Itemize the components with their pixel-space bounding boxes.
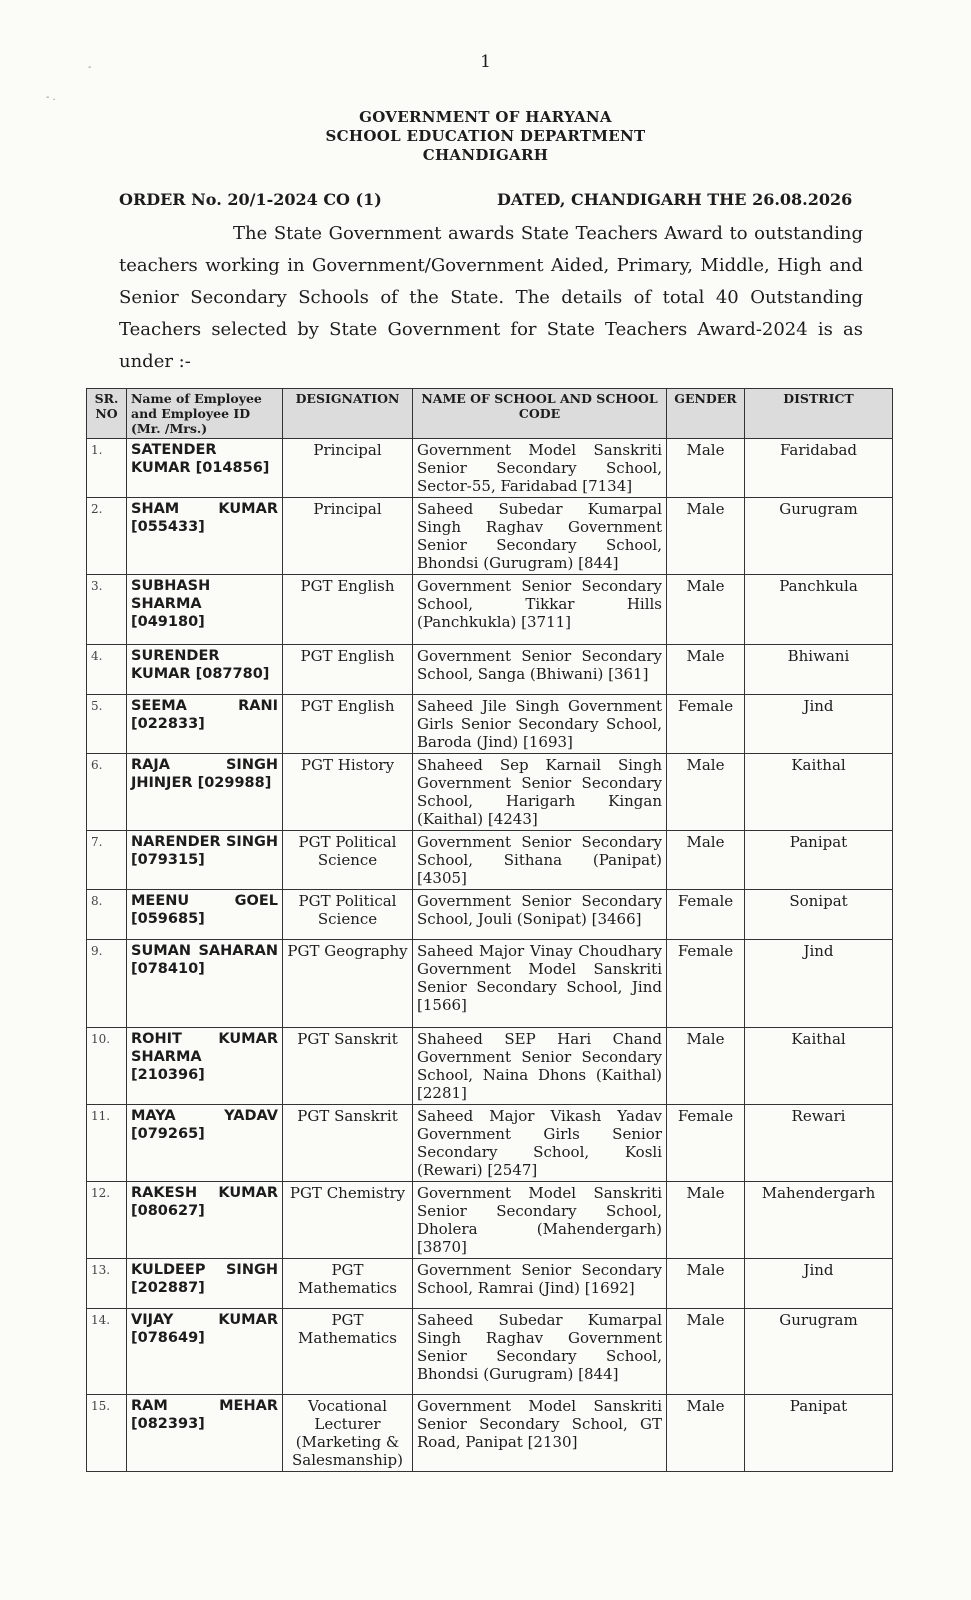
gender-cell: Female [667, 695, 745, 754]
district-cell: Kaithal [745, 754, 893, 831]
designation-cell: Principal [283, 439, 413, 498]
table-header-row [87, 389, 893, 439]
employee-name-cell: VIJAY KUMAR [078649] [127, 1309, 283, 1395]
header-designation: DESIGNATION [283, 389, 413, 439]
school-cell: Government Senior Secondary School, Sithana (Panipat) [4305] [413, 831, 667, 890]
designation-cell: PGT Mathematics [283, 1259, 413, 1309]
district-cell: Sonipat [745, 890, 893, 940]
table-row [87, 1105, 893, 1182]
table-row [87, 1309, 893, 1395]
school-cell: Government Senior Secondary School, Ramrai (Jind) [1692] [413, 1259, 667, 1309]
designation-cell: PGT History [283, 754, 413, 831]
school-cell: Government Model Sanskriti Senior Secondary School, GT Road, Panipat [2130] [413, 1395, 667, 1472]
employee-name-cell: ROHIT KUMAR SHARMA [210396] [127, 1028, 283, 1105]
school-cell: Government Model Sanskriti Senior Secondary School, Dholera (Mahendergarh) [3870] [413, 1182, 667, 1259]
gender-cell: Male [667, 439, 745, 498]
district-cell: Panchkula [745, 575, 893, 645]
header-employee-name: Name of Employee and Employee ID (Mr. /Mrs.) [127, 389, 283, 439]
gender-cell: Male [667, 1182, 745, 1259]
employee-name-cell: SATENDER KUMAR [014856] [127, 439, 283, 498]
gender-cell: Male [667, 645, 745, 695]
header-department: SCHOOL EDUCATION DEPARTMENT [325, 127, 646, 145]
table-row [87, 831, 893, 890]
table-row [87, 1259, 893, 1309]
sr-no-cell: 14. [87, 1309, 127, 1395]
school-cell: Government Senior Secondary School, Sanga (Bhiwani) [361] [413, 645, 667, 695]
school-cell: Shaheed SEP Hari Chand Government Senior Secondary School, Naina Dhons (Kaithal) [2281] [413, 1028, 667, 1105]
scan-speck: - . [46, 92, 56, 103]
designation-cell: Principal [283, 498, 413, 575]
designation-cell: PGT English [283, 695, 413, 754]
employee-name-cell: SUBHASH SHARMA [049180] [127, 575, 283, 645]
sr-no-cell: 11. [87, 1105, 127, 1182]
gender-cell: Male [667, 575, 745, 645]
document-header [0, 108, 971, 165]
table-row [87, 1182, 893, 1259]
employee-name-cell: MEENU GOEL [059685] [127, 890, 283, 940]
table-row [87, 940, 893, 1028]
intro-paragraph: The State Government awards State Teachers Award to outstanding teachers working in Government/Government Aided, Primary, Middle, High and Senior Secondary Schools of the State. The details of total 40 Outstanding Teachers selected by State Government for State Teachers Award-2024 is as under :- [119, 223, 863, 372]
district-cell: Rewari [745, 1105, 893, 1182]
district-cell: Panipat [745, 1395, 893, 1472]
district-cell: Panipat [745, 831, 893, 890]
sr-no-cell: 15. [87, 1395, 127, 1472]
sr-no-cell: 6. [87, 754, 127, 831]
employee-name-cell: SHAM KUMAR [055433] [127, 498, 283, 575]
designation-cell: PGT Chemistry [283, 1182, 413, 1259]
sr-no-cell: 2. [87, 498, 127, 575]
designation-cell: PGT Sanskrit [283, 1105, 413, 1182]
header-gender: GENDER [667, 389, 745, 439]
sr-no-cell: 10. [87, 1028, 127, 1105]
employee-name-cell: SURENDER KUMAR [087780] [127, 645, 283, 695]
header-city: CHANDIGARH [422, 146, 549, 164]
designation-cell: PGT Mathematics [283, 1309, 413, 1395]
employee-name-cell: KULDEEP SINGH [202887] [127, 1259, 283, 1309]
employee-name-cell: SEEMA RANI [022833] [127, 695, 283, 754]
sr-no-cell: 4. [87, 645, 127, 695]
gender-cell: Male [667, 1259, 745, 1309]
header-school: NAME OF SCHOOL AND SCHOOL CODE [413, 389, 667, 439]
district-cell: Bhiwani [745, 645, 893, 695]
sr-no-cell: 12. [87, 1182, 127, 1259]
school-cell: Saheed Subedar Kumarpal Singh Raghav Government Senior Secondary School, Bhondsi (Gurugram) [844] [413, 498, 667, 575]
sr-no-cell: 7. [87, 831, 127, 890]
employee-name-cell: MAYA YADAV [079265] [127, 1105, 283, 1182]
table-row [87, 890, 893, 940]
school-cell: Government Senior Secondary School, Jouli (Sonipat) [3466] [413, 890, 667, 940]
school-cell: Government Senior Secondary School, Tikkar Hills (Panchkukla) [3711] [413, 575, 667, 645]
header-district: DISTRICT [745, 389, 893, 439]
school-cell: Saheed Jile Singh Government Girls Senior Secondary School, Baroda (Jind) [1693] [413, 695, 667, 754]
designation-cell: PGT Political Science [283, 890, 413, 940]
header-government: GOVERNMENT OF HARYANA [359, 108, 612, 126]
designation-cell: PGT Sanskrit [283, 1028, 413, 1105]
sr-no-cell: 3. [87, 575, 127, 645]
gender-cell: Male [667, 754, 745, 831]
table-row [87, 754, 893, 831]
sr-no-cell: 1. [87, 439, 127, 498]
school-cell: Saheed Subedar Kumarpal Singh Raghav Government Senior Secondary School, Bhondsi (Gurugram) [844] [413, 1309, 667, 1395]
teachers-table [86, 388, 893, 1472]
gender-cell: Female [667, 940, 745, 1028]
designation-cell: PGT Geography [283, 940, 413, 1028]
district-cell: Mahendergarh [745, 1182, 893, 1259]
designation-cell: PGT English [283, 575, 413, 645]
district-cell: Kaithal [745, 1028, 893, 1105]
school-cell: Government Model Sanskriti Senior Secondary School, Sector-55, Faridabad [7134] [413, 439, 667, 498]
district-cell: Jind [745, 695, 893, 754]
district-cell: Jind [745, 1259, 893, 1309]
table-row [87, 695, 893, 754]
school-cell: Saheed Major Vikash Yadav Government Girls Senior Secondary School, Kosli (Rewari) [2547] [413, 1105, 667, 1182]
designation-cell: PGT Political Science [283, 831, 413, 890]
gender-cell: Male [667, 831, 745, 890]
sr-no-cell: 8. [87, 890, 127, 940]
table-row [87, 1395, 893, 1472]
district-cell: Faridabad [745, 439, 893, 498]
gender-cell: Male [667, 1395, 745, 1472]
order-date: DATED, CHANDIGARH THE 26.08.2026 [497, 190, 853, 209]
table-row [87, 1028, 893, 1105]
table-row [87, 498, 893, 575]
scan-speck: - [88, 62, 92, 73]
gender-cell: Male [667, 1028, 745, 1105]
table-row [87, 645, 893, 695]
district-cell: Jind [745, 940, 893, 1028]
district-cell: Gurugram [745, 1309, 893, 1395]
order-number: ORDER No. 20/1-2024 CO (1) [119, 190, 382, 209]
sr-no-cell: 13. [87, 1259, 127, 1309]
table-row [87, 439, 893, 498]
sr-no-cell: 9. [87, 940, 127, 1028]
employee-name-cell: NARENDER SINGH [079315] [127, 831, 283, 890]
table-row [87, 575, 893, 645]
sr-no-cell: 5. [87, 695, 127, 754]
employee-name-cell: RAJA SINGH JHINJER [029988] [127, 754, 283, 831]
employee-name-cell: SUMAN SAHARAN [078410] [127, 940, 283, 1028]
employee-name-cell: RAKESH KUMAR [080627] [127, 1182, 283, 1259]
employee-name-cell: RAM MEHAR [082393] [127, 1395, 283, 1472]
gender-cell: Male [667, 498, 745, 575]
gender-cell: Female [667, 1105, 745, 1182]
page-number: 1 [480, 52, 491, 72]
gender-cell: Female [667, 890, 745, 940]
school-cell: Saheed Major Vinay Choudhary Government Model Sanskriti Senior Secondary School, Jind [1566] [413, 940, 667, 1028]
gender-cell: Male [667, 1309, 745, 1395]
school-cell: Shaheed Sep Karnail Singh Government Senior Secondary School, Harigarh Kingan (Kaithal) [4243] [413, 754, 667, 831]
header-sr-no: SR. NO [87, 389, 127, 439]
designation-cell: Vocational Lecturer (Marketing & Salesmanship) [283, 1395, 413, 1472]
designation-cell: PGT English [283, 645, 413, 695]
district-cell: Gurugram [745, 498, 893, 575]
